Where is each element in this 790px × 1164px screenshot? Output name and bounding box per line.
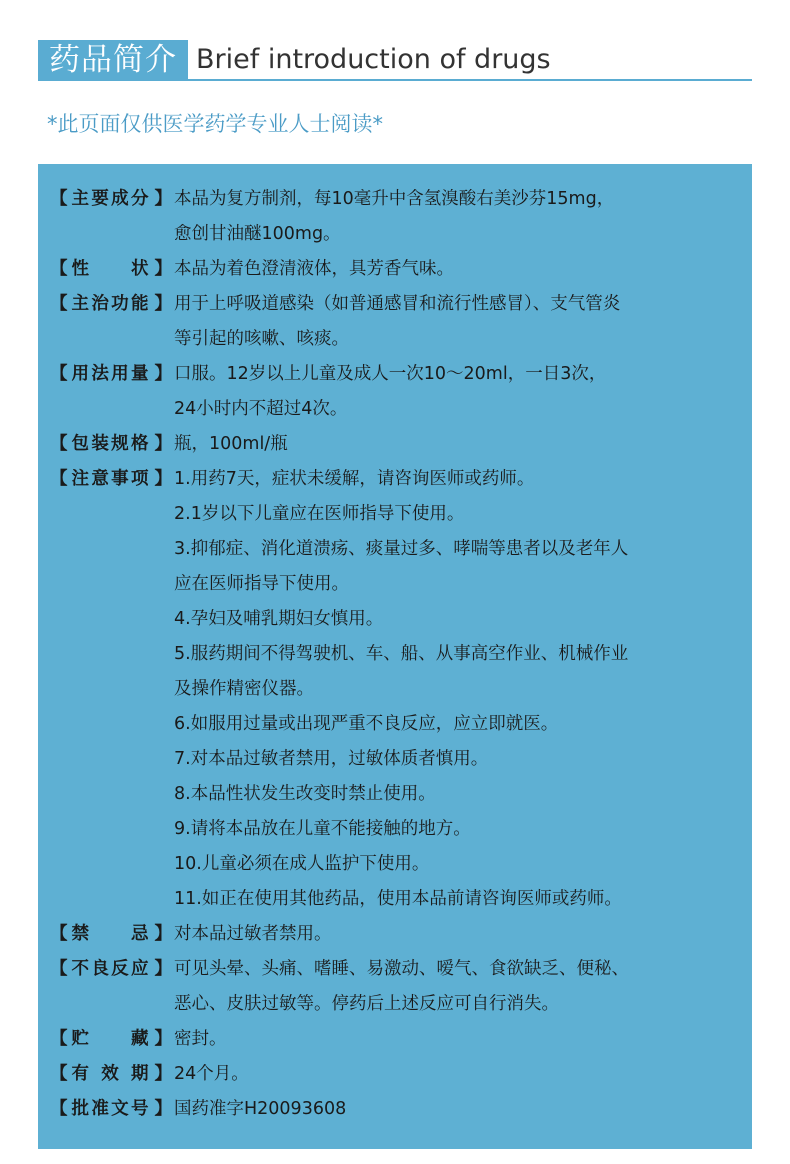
label-char: 忌 <box>131 924 149 944</box>
label-char: 主 <box>71 189 89 209</box>
label-char: 禁 <box>71 924 89 944</box>
label-bracket-open: 【 <box>50 434 68 454</box>
item-content <box>172 917 740 952</box>
item-content <box>172 1092 740 1127</box>
item-content <box>172 952 740 1022</box>
item-content-line: 瓶，100ml/瓶 <box>174 434 288 454</box>
item-content <box>172 357 740 427</box>
drug-info-item <box>50 1092 740 1127</box>
label-bracket-close: 】 <box>154 1064 172 1084</box>
drug-info-list <box>50 182 740 1127</box>
label-bracket-close: 】 <box>154 1029 172 1049</box>
label-bracket-close: 】 <box>154 189 172 209</box>
label-char: 贮 <box>71 1029 89 1049</box>
drug-info-item <box>50 917 740 952</box>
item-label <box>50 182 172 217</box>
item-content-line: 3.抑郁症、消化道溃疡、痰量过多、哮喘等患者以及老年人 <box>174 539 629 559</box>
label-char: 事 <box>111 469 129 489</box>
item-content-line: 24个月。 <box>174 1064 249 1084</box>
drug-info-item <box>50 1022 740 1057</box>
label-char: 包 <box>71 434 89 454</box>
label-char: 能 <box>130 294 149 314</box>
section-title-en: Brief introduction of drugs <box>196 44 551 75</box>
label-char: 状 <box>131 259 149 279</box>
item-label <box>50 287 172 322</box>
label-bracket-open: 【 <box>50 1029 68 1049</box>
drug-info-panel <box>38 164 752 1149</box>
label-char: 注 <box>71 469 89 489</box>
item-content-line: 国药准字H20093608 <box>174 1099 347 1119</box>
label-char: 良 <box>91 959 109 979</box>
label-bracket-open: 【 <box>50 259 68 279</box>
label-char: 期 <box>131 1064 149 1084</box>
item-content-line: 4.孕妇及哺乳期妇女慎用。 <box>174 609 384 629</box>
item-label <box>50 462 172 497</box>
label-bracket-open: 【 <box>50 1099 68 1119</box>
item-label <box>50 252 172 287</box>
item-label <box>50 1022 172 1057</box>
label-char: 性 <box>71 259 89 279</box>
label-char: 不 <box>71 959 89 979</box>
label-char: 号 <box>130 1099 149 1119</box>
item-content <box>172 427 740 462</box>
label-text <box>68 182 155 217</box>
label-char: 要 <box>91 189 109 209</box>
item-label <box>50 1092 172 1127</box>
label-char: 批 <box>71 1099 89 1119</box>
label-bracket-close: 】 <box>154 294 172 314</box>
item-content-line: 1.用药7天，症状未缓解，请咨询医师或药师。 <box>174 469 535 489</box>
label-bracket-open: 【 <box>50 364 68 384</box>
label-char: 有 <box>71 1064 89 1084</box>
label-bracket-open: 【 <box>50 189 68 209</box>
item-content-line: 24小时内不超过4次。 <box>174 399 348 419</box>
label-text <box>68 917 155 952</box>
item-content-line: 及操作精密仪器。 <box>174 679 314 699</box>
label-char: 格 <box>130 434 149 454</box>
item-content-line: 对本品过敏者禁用。 <box>174 924 332 944</box>
label-bracket-close: 】 <box>154 259 172 279</box>
label-bracket-close: 】 <box>154 364 172 384</box>
item-content-line: 2.1岁以下儿童应在医师指导下使用。 <box>174 504 465 524</box>
label-text <box>68 1022 155 1057</box>
label-bracket-open: 【 <box>50 469 68 489</box>
item-label <box>50 1057 172 1092</box>
label-text <box>68 427 155 462</box>
label-text <box>68 1057 155 1092</box>
item-content-line: 9.请将本品放在儿童不能接触的地方。 <box>174 819 471 839</box>
section-title-cn: 药品简介 <box>38 40 188 80</box>
label-bracket-open: 【 <box>50 924 68 944</box>
label-bracket-close: 】 <box>154 924 172 944</box>
label-bracket-open: 【 <box>50 294 68 314</box>
label-char: 主 <box>71 294 89 314</box>
label-text <box>68 1092 155 1127</box>
label-char: 规 <box>111 434 129 454</box>
drug-info-item <box>50 182 740 252</box>
label-char: 功 <box>111 294 129 314</box>
label-bracket-open: 【 <box>50 1064 68 1084</box>
label-char: 反 <box>111 959 129 979</box>
item-content-line: 本品为着色澄清液体，具芳香气味。 <box>174 259 454 279</box>
label-char: 装 <box>91 434 109 454</box>
item-content-line: 11.如正在使用其他药品，使用本品前请咨询医师或药师。 <box>174 889 622 909</box>
label-char: 意 <box>91 469 109 489</box>
drug-info-item <box>50 952 740 1022</box>
drug-info-item <box>50 427 740 462</box>
item-content <box>172 1057 740 1092</box>
label-char: 应 <box>130 959 149 979</box>
professional-notice: *此页面仅供医学药学专业人士阅读* <box>47 112 383 136</box>
item-content-line: 7.对本品过敏者禁用，过敏体质者慎用。 <box>174 749 489 769</box>
item-label <box>50 917 172 952</box>
item-content-line: 应在医师指导下使用。 <box>174 574 349 594</box>
label-text <box>68 357 155 392</box>
label-bracket-close: 】 <box>154 469 172 489</box>
label-char: 成 <box>111 189 129 209</box>
label-char: 用 <box>71 364 89 384</box>
item-content-line: 恶心、皮肤过敏等。停药后上述反应可自行消失。 <box>174 994 559 1014</box>
item-content-line: 愈创甘油醚100mg。 <box>174 224 341 244</box>
drug-info-item <box>50 252 740 287</box>
item-content-line: 可见头晕、头痛、嗜睡、易激动、嗳气、食欲缺乏、便秘、 <box>174 959 629 979</box>
label-char: 用 <box>111 364 129 384</box>
item-content <box>172 1022 740 1057</box>
label-char: 治 <box>91 294 109 314</box>
item-content-line: 6.如服用过量或出现严重不良反应，应立即就医。 <box>174 714 559 734</box>
label-bracket-close: 】 <box>154 1099 172 1119</box>
item-content <box>172 287 740 357</box>
label-char: 效 <box>101 1064 119 1084</box>
item-content-line: 等引起的咳嗽、咳痰。 <box>174 329 349 349</box>
label-bracket-open: 【 <box>50 959 68 979</box>
label-bracket-close: 】 <box>154 434 172 454</box>
item-label <box>50 357 172 392</box>
item-content <box>172 182 740 252</box>
item-content-line: 5.服药期间不得驾驶机、车、船、从事高空作业、机械作业 <box>174 644 629 664</box>
item-content-line: 密封。 <box>174 1029 227 1049</box>
item-label <box>50 952 172 987</box>
label-char: 项 <box>130 469 149 489</box>
item-content-line: 8.本品性状发生改变时禁止使用。 <box>174 784 436 804</box>
item-label <box>50 427 172 462</box>
label-char: 文 <box>111 1099 129 1119</box>
item-content <box>172 462 740 917</box>
label-char: 量 <box>130 364 149 384</box>
drug-info-item <box>50 287 740 357</box>
label-char: 分 <box>130 189 149 209</box>
item-content-line: 本品为复方制剂，每10毫升中含氢溴酸右美沙芬15mg， <box>174 189 615 209</box>
drug-info-item <box>50 1057 740 1092</box>
label-char: 藏 <box>131 1029 149 1049</box>
drug-info-item <box>50 462 740 917</box>
item-content-line: 口服。12岁以上儿童及成人一次10～20ml，一日3次， <box>174 364 607 384</box>
label-text <box>68 952 155 987</box>
section-header <box>38 40 752 80</box>
drug-info-item <box>50 357 740 427</box>
header-divider <box>38 79 752 81</box>
label-char: 准 <box>91 1099 109 1119</box>
item-content-line: 10.儿童必须在成人监护下使用。 <box>174 854 430 874</box>
label-bracket-close: 】 <box>154 959 172 979</box>
label-text <box>68 252 155 287</box>
item-content <box>172 252 740 287</box>
label-text <box>68 462 155 497</box>
label-text <box>68 287 155 322</box>
label-char: 法 <box>91 364 109 384</box>
item-content-line: 用于上呼吸道感染（如普通感冒和流行性感冒）、支气管炎 <box>174 294 621 314</box>
